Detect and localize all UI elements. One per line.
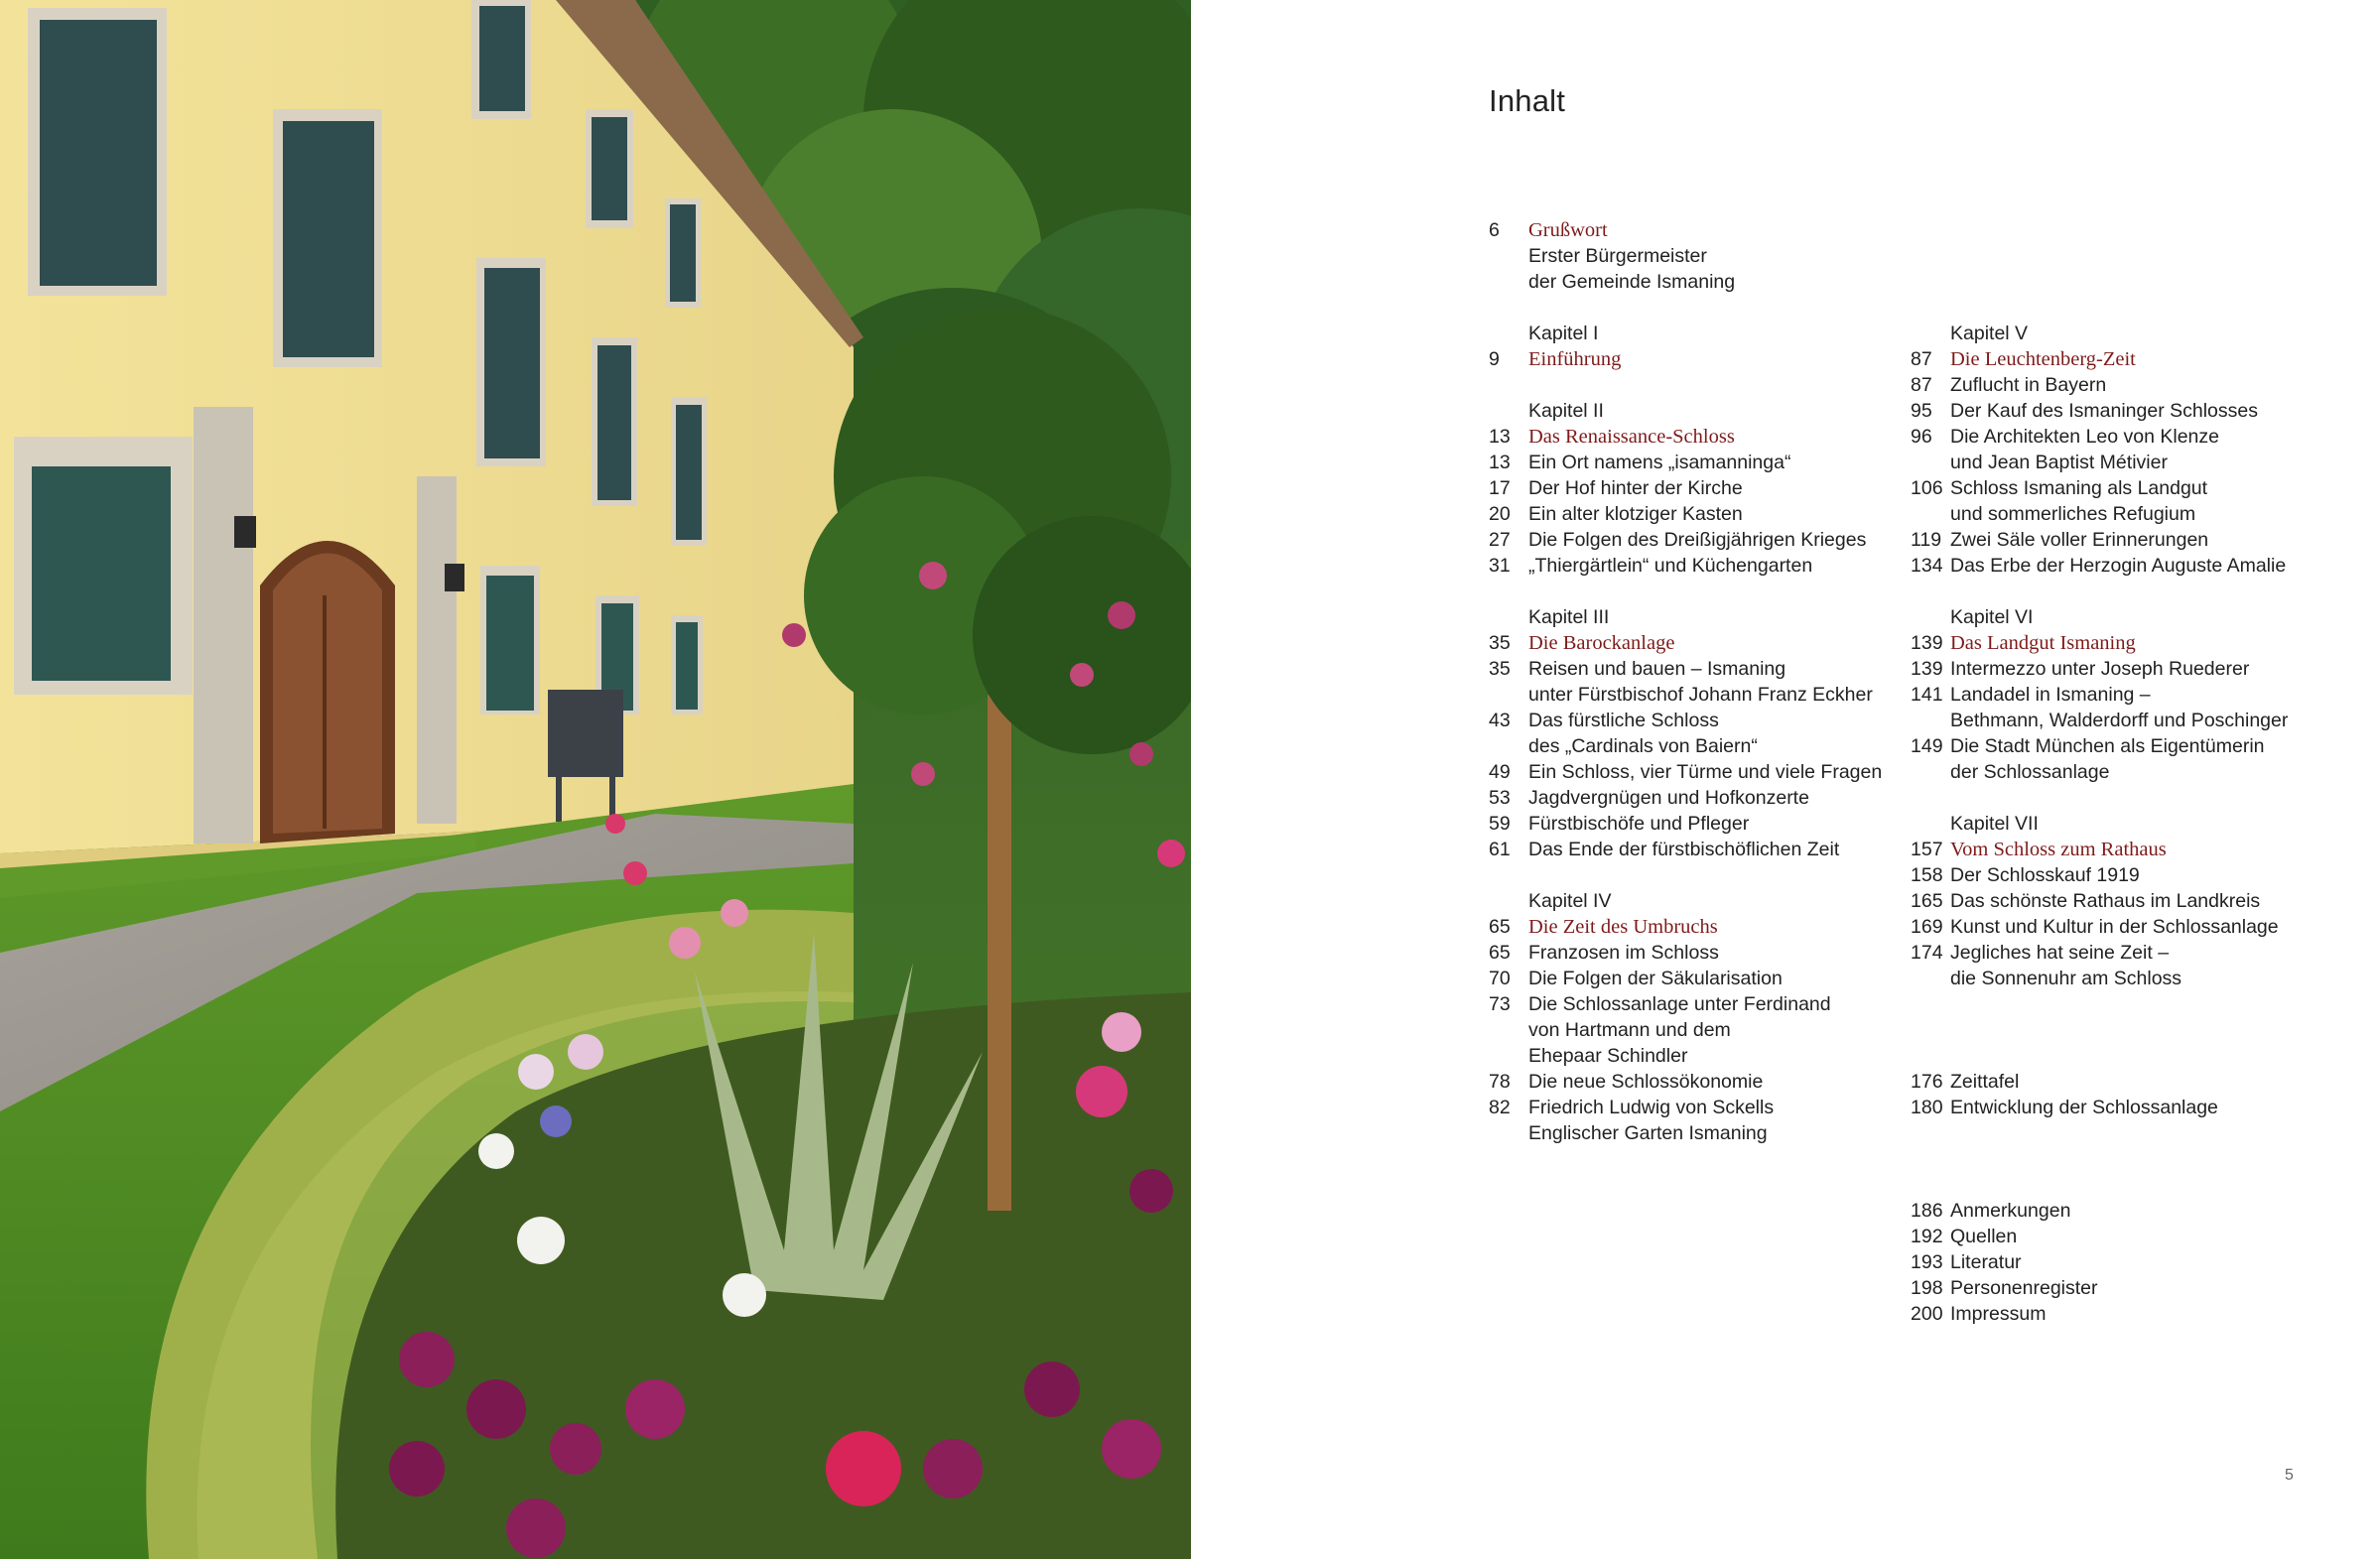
toc-page-number: 27 — [1489, 529, 1511, 551]
toc-spacer — [1489, 372, 1906, 398]
toc-chapter-label — [1489, 398, 1906, 424]
toc-entry — [1911, 398, 2327, 424]
toc-entry — [1489, 1043, 1906, 1069]
toc-entry — [1911, 553, 2327, 579]
toc-page-number: 157 — [1911, 839, 1943, 860]
toc-page-number: 73 — [1489, 993, 1511, 1015]
toc-page-number: 119 — [1911, 529, 1942, 551]
toc-entry — [1911, 940, 2327, 966]
toc-page-number: 192 — [1911, 1226, 1943, 1247]
toc-spacer — [1911, 785, 2327, 811]
toc-entry-text: Erster Bürgermeister — [1528, 245, 1707, 267]
toc-entry-text: Die Folgen der Säkularisation — [1528, 968, 1783, 989]
toc-page-number: 82 — [1489, 1097, 1511, 1118]
toc-entry-text: Zuflucht in Bayern — [1950, 374, 2107, 396]
toc-entry — [1489, 1017, 1906, 1043]
toc-entry — [1911, 527, 2327, 553]
toc-entry-text: Der Hof hinter der Kirche — [1528, 477, 1743, 499]
toc-page-number: 141 — [1911, 684, 1943, 706]
toc-entry-text: Kapitel V — [1950, 323, 2029, 344]
toc-chapter-title — [1911, 630, 2327, 656]
toc-entry-text: unter Fürstbischof Johann Franz Eckher — [1528, 684, 1873, 706]
toc-page-number: 95 — [1911, 400, 1932, 422]
toc-spacer — [1911, 1043, 2327, 1069]
toc-entry — [1911, 656, 2327, 682]
toc-entry-text: der Schlossanlage — [1950, 761, 2110, 783]
toc-page-number: 13 — [1489, 426, 1511, 448]
toc-page-number: 198 — [1911, 1277, 1943, 1299]
toc-entry-text: und sommerliches Refugium — [1950, 503, 2196, 525]
toc-entry-text: Personenregister — [1950, 1277, 2098, 1299]
toc-entry-text: Quellen — [1950, 1226, 2018, 1247]
toc-page-number: 106 — [1911, 477, 1943, 499]
toc-entry — [1489, 811, 1906, 837]
toc-entry-text: Kapitel II — [1528, 400, 1604, 422]
toc-entry — [1911, 475, 2327, 501]
toc-page-number: 70 — [1489, 968, 1511, 989]
toc-entry — [1489, 1095, 1906, 1120]
toc-entry — [1911, 450, 2327, 475]
toc-spacer — [1911, 579, 2327, 604]
toc-entry — [1911, 1301, 2327, 1327]
toc-entry — [1911, 914, 2327, 940]
toc-chapter-title — [1489, 346, 1906, 372]
toc-entry-text: Schloss Ismaning als Landgut — [1950, 477, 2208, 499]
toc-entry — [1489, 785, 1906, 811]
toc-page-number: 165 — [1911, 890, 1943, 912]
toc-page-number: 193 — [1911, 1251, 1943, 1273]
toc-entry-text: Jegliches hat seine Zeit – — [1950, 942, 2170, 964]
toc-entry-text: Das schönste Rathaus im Landkreis — [1950, 890, 2261, 912]
toc-entry-text: Zeittafel — [1950, 1071, 2020, 1093]
toc-page-number: 35 — [1489, 658, 1511, 680]
toc-entry-text: Bethmann, Walderdorff und Poschinger — [1950, 710, 2289, 731]
toc-entry — [1911, 862, 2327, 888]
toc-entry-text: Impressum — [1950, 1303, 2047, 1325]
toc-entry — [1911, 966, 2327, 991]
toc-chapter-title — [1489, 424, 1906, 450]
toc-page-number: 139 — [1911, 658, 1943, 680]
toc-entry — [1489, 940, 1906, 966]
toc-entry — [1489, 733, 1906, 759]
toc-chapter-title — [1489, 914, 1906, 940]
toc-page-number: 174 — [1911, 942, 1943, 964]
toc-page-number: 139 — [1911, 632, 1943, 654]
toc-spacer — [1911, 243, 2327, 269]
toc-chapter-label — [1489, 321, 1906, 346]
toc-page-number: 78 — [1489, 1071, 1511, 1093]
toc-entry-text: Die Leuchtenberg-Zeit — [1950, 348, 2136, 370]
toc-spacer — [1489, 862, 1906, 888]
toc-chapter-label — [1489, 604, 1906, 630]
toc-entry-text: Der Schlosskauf 1919 — [1950, 864, 2140, 886]
toc-entry — [1489, 966, 1906, 991]
toc-title: Inhalt — [1489, 83, 1566, 118]
toc-chapter-title — [1489, 630, 1906, 656]
toc-entry-text: von Hartmann und dem — [1528, 1019, 1731, 1041]
toc-entry — [1489, 682, 1906, 708]
toc-entry-text: Kunst und Kultur in der Schlossanlage — [1950, 916, 2279, 938]
toc-page-number: 169 — [1911, 916, 1943, 938]
toc-entry-text: Ein Schloss, vier Türme und viele Fragen — [1528, 761, 1883, 783]
toc-entry — [1489, 501, 1906, 527]
toc-entry-text: der Gemeinde Ismaning — [1528, 271, 1736, 293]
toc-entry — [1489, 837, 1906, 862]
toc-entry-text: Grußwort — [1528, 219, 1608, 241]
toc-entry-text: Einführung — [1528, 348, 1622, 370]
toc-entry-text: die Sonnenuhr am Schloss — [1950, 968, 2182, 989]
toc-entry-text: Ein Ort namens „isamanninga“ — [1528, 452, 1791, 473]
toc-entry-text: Ehepaar Schindler — [1528, 1045, 1688, 1067]
toc-chapter-title — [1489, 217, 1906, 243]
toc-entry — [1489, 1120, 1906, 1146]
toc-entry-text: Kapitel IV — [1528, 890, 1612, 912]
toc-entry-text: Kapitel VI — [1950, 606, 2034, 628]
toc-page-number: 35 — [1489, 632, 1511, 654]
toc-entry — [1489, 527, 1906, 553]
toc-page-number: 65 — [1489, 942, 1511, 964]
toc-page-number: 6 — [1489, 219, 1500, 241]
toc-entry — [1911, 501, 2327, 527]
toc-entry — [1489, 553, 1906, 579]
toc-entry — [1489, 269, 1906, 295]
toc-entry-text: „Thiergärtlein“ und Küchengarten — [1528, 555, 1813, 577]
toc-spacer — [1911, 1120, 2327, 1172]
toc-entry-text: Die Folgen des Dreißigjährigen Krieges — [1528, 529, 1867, 551]
toc-page-number: 96 — [1911, 426, 1932, 448]
toc-page-number: 180 — [1911, 1097, 1943, 1118]
toc-entry — [1911, 1249, 2327, 1275]
toc-page-number: 87 — [1911, 348, 1932, 370]
toc-spacer — [1911, 295, 2327, 321]
toc-entry-text: und Jean Baptist Métivier — [1950, 452, 2168, 473]
toc-entry — [1489, 475, 1906, 501]
toc-entry-text: Intermezzo unter Joseph Ruederer — [1950, 658, 2250, 680]
toc-page-number: 9 — [1489, 348, 1500, 370]
toc-spacer — [1911, 1172, 2327, 1198]
toc-chapter-label — [1911, 604, 2327, 630]
toc-page-number: 20 — [1489, 503, 1511, 525]
toc-entry — [1911, 1095, 2327, 1120]
toc-spacer — [1911, 991, 2327, 1043]
toc-page-number: 87 — [1911, 374, 1932, 396]
toc-entry — [1489, 450, 1906, 475]
toc-entry-text: Das Renaissance-Schloss — [1528, 426, 1735, 448]
toc-entry-text: Entwicklung der Schlossanlage — [1950, 1097, 2218, 1118]
toc-entry-text: Landadel in Ismaning – — [1950, 684, 2151, 706]
toc-entry-text: Das Landgut Ismaning — [1950, 632, 2136, 654]
toc-entry-text: Kapitel VII — [1950, 813, 2039, 835]
toc-entry-text: Fürstbischöfe und Pfleger — [1528, 813, 1750, 835]
toc-entry — [1911, 682, 2327, 708]
toc-entry — [1911, 888, 2327, 914]
toc-entry-text: Anmerkungen — [1950, 1200, 2071, 1222]
toc-entry-text: Ein alter klotziger Kasten — [1528, 503, 1743, 525]
toc-entry — [1489, 991, 1906, 1017]
toc-page-number: 59 — [1489, 813, 1511, 835]
toc-entry-text: Die Architekten Leo von Klenze — [1950, 426, 2220, 448]
toc-entry-text: Kapitel III — [1528, 606, 1610, 628]
toc-entry — [1911, 372, 2327, 398]
toc-spacer — [1489, 579, 1906, 604]
toc-page-number: 65 — [1489, 916, 1511, 938]
toc-chapter-title — [1911, 837, 2327, 862]
toc-page-number: 149 — [1911, 735, 1943, 757]
page-number: 5 — [2285, 1467, 2294, 1484]
toc-entry — [1911, 708, 2327, 733]
toc-entry — [1911, 424, 2327, 450]
toc-entry-text: Vom Schloss zum Rathaus — [1950, 839, 2167, 860]
toc-page-number: 158 — [1911, 864, 1943, 886]
toc-page-number: 49 — [1489, 761, 1511, 783]
toc-chapter-label — [1911, 321, 2327, 346]
toc-entry-text: Jagdvergnügen und Hofkonzerte — [1528, 787, 1809, 809]
toc-entry — [1911, 1224, 2327, 1249]
toc-entry — [1911, 1069, 2327, 1095]
toc-entry — [1911, 1275, 2327, 1301]
toc-page-number: 53 — [1489, 787, 1511, 809]
toc-entry-text: Friedrich Ludwig von Sckells — [1528, 1097, 1775, 1118]
toc-entry — [1489, 1069, 1906, 1095]
toc-entry-text: Die Schlossanlage unter Ferdinand — [1528, 993, 1831, 1015]
toc-entry — [1489, 656, 1906, 682]
toc-page-number: 31 — [1489, 555, 1511, 577]
toc-entry-text: Die neue Schlossökonomie — [1528, 1071, 1764, 1093]
toc-entry-text: Die Zeit des Umbruchs — [1528, 916, 1718, 938]
toc-column-left — [1489, 217, 1906, 1146]
toc-entry-text: Literatur — [1950, 1251, 2022, 1273]
toc-entry — [1911, 759, 2327, 785]
toc-page-number: 13 — [1489, 452, 1511, 473]
toc-page-number: 61 — [1489, 839, 1511, 860]
toc-entry — [1489, 243, 1906, 269]
toc-entry-text: des „Cardinals von Baiern“ — [1528, 735, 1758, 757]
toc-column-right — [1911, 217, 2327, 1327]
toc-entry-text: Das fürstliche Schloss — [1528, 710, 1719, 731]
toc-page-number: 43 — [1489, 710, 1511, 731]
toc-entry-text: Kapitel I — [1528, 323, 1599, 344]
toc-entry — [1489, 759, 1906, 785]
toc-entry-text: Reisen und bauen – Ismaning — [1528, 658, 1786, 680]
toc-page-number: 186 — [1911, 1200, 1943, 1222]
toc-entry — [1911, 733, 2327, 759]
toc-entry-text: Der Kauf des Ismaninger Schlosses — [1950, 400, 2258, 422]
toc-page-number: 17 — [1489, 477, 1511, 499]
toc-entry-text: Die Barockanlage — [1528, 632, 1675, 654]
toc-spacer — [1911, 269, 2327, 295]
toc-page-number: 176 — [1911, 1071, 1943, 1093]
toc-page-number: 134 — [1911, 555, 1943, 577]
toc-entry-text: Englischer Garten Ismaning — [1528, 1122, 1768, 1144]
toc-entry-text: Zwei Säle voller Erinnerungen — [1950, 529, 2209, 551]
toc-chapter-label — [1489, 888, 1906, 914]
toc-entry-text: Franzosen im Schloss — [1528, 942, 1719, 964]
toc-spacer — [1911, 217, 2327, 243]
toc-entry — [1489, 708, 1906, 733]
toc-chapter-label — [1911, 811, 2327, 837]
toc-entry-text: Das Erbe der Herzogin Auguste Amalie — [1950, 555, 2287, 577]
toc-entry — [1911, 1198, 2327, 1224]
toc-chapter-title — [1911, 346, 2327, 372]
toc-spacer — [1489, 295, 1906, 321]
toc-entry-text: Das Ende der fürstbischöflichen Zeit — [1528, 839, 1840, 860]
toc-entry-text: Die Stadt München als Eigentümerin — [1950, 735, 2265, 757]
toc-page-number: 200 — [1911, 1303, 1943, 1325]
